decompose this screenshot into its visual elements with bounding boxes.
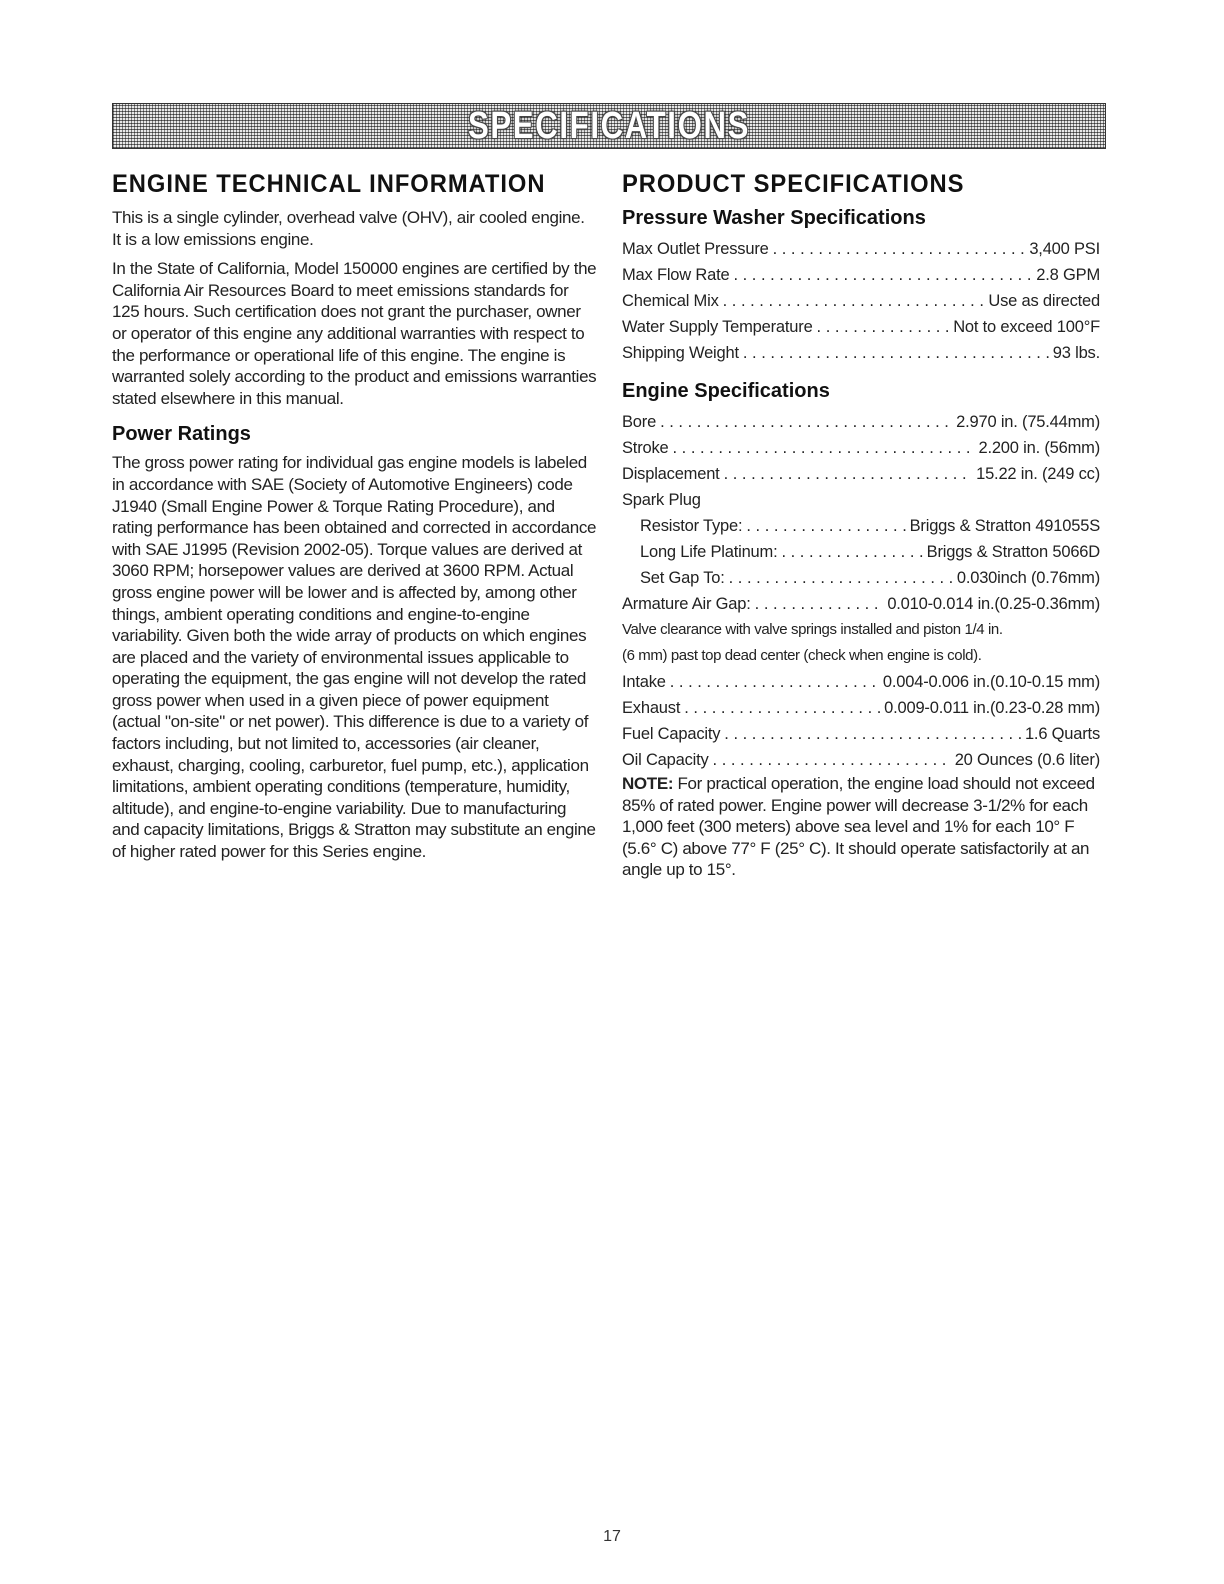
- spec-row-long-life-platinum: [622, 539, 1100, 565]
- page-number: 17: [603, 1528, 621, 1545]
- spec-value: 2.8 GPM: [1036, 266, 1100, 284]
- spec-row-exhaust: [622, 695, 1100, 721]
- spec-row-intake: [622, 669, 1100, 695]
- spec-label: Intake: [622, 673, 666, 691]
- spec-value: Briggs & Stratton 491055S: [909, 517, 1100, 535]
- spec-row-oil-capacity: [622, 747, 1100, 773]
- dot-leader: [743, 340, 1049, 366]
- spec-label: Chemical Mix: [622, 292, 719, 310]
- spec-label: Armature Air Gap:: [622, 595, 751, 613]
- product-specifications-title: PRODUCT SPECIFICATIONS: [622, 170, 965, 198]
- dot-leader: [673, 435, 975, 461]
- spec-value: 0.004-0.006 in.(0.10-0.15 mm): [882, 673, 1100, 691]
- dot-leader: [724, 721, 1021, 747]
- spec-value: 0.009-0.011 in.(0.23-0.28 mm): [884, 699, 1100, 717]
- spec-value: 0.030inch (0.76mm): [956, 569, 1100, 587]
- spec-label: Resistor Type:: [640, 517, 743, 535]
- spark-plug-label: Spark Plug: [622, 491, 701, 509]
- dot-leader: [660, 409, 952, 435]
- dot-leader: [713, 747, 951, 773]
- dot-leader: [670, 669, 879, 695]
- dot-leader: [781, 539, 922, 565]
- power-ratings-title: Power Ratings: [112, 423, 251, 446]
- dot-leader: [755, 591, 884, 617]
- spec-row-set-gap: [622, 565, 1100, 591]
- spec-row-max-outlet-pressure: [622, 236, 1100, 262]
- spec-row-bore: [622, 409, 1100, 435]
- spec-row-stroke: [622, 435, 1100, 461]
- spec-value: Briggs & Stratton 5066D: [926, 543, 1100, 561]
- valve-clearance-line-2: (6 mm) past top dead center (check when engine is cold).: [622, 647, 982, 664]
- engine-technical-info-column: [112, 170, 597, 871]
- spec-value: Not to exceed 100°F: [953, 318, 1100, 336]
- spec-value: 0.010-0.014 in.(0.25-0.36mm): [887, 595, 1100, 613]
- note-text: For practical operation, the engine load should not exceed 85% of rated power. Engine power will decrease 3-1/2% for each 1,000 feet (300 meters) above sea level and 1% for each 10° F (5.6° C) above 77° F (25° C). It should operate satisfactorily at an angle up to 15°.: [622, 774, 1095, 880]
- product-specifications-column: [622, 170, 1100, 889]
- spec-value: 20 Ounces (0.6 liter): [954, 751, 1100, 769]
- dot-leader: [817, 314, 950, 340]
- dot-leader: [724, 461, 973, 487]
- intro-paragraph-1: This is a single cylinder, overhead valve (OHV), air cooled engine. It is a low emissions engine.: [112, 208, 585, 249]
- note-label: NOTE:: [622, 774, 674, 793]
- spec-row-resistor-type: [622, 513, 1100, 539]
- dot-leader: [746, 513, 905, 539]
- spec-row-max-flow-rate: [622, 262, 1100, 288]
- engine-spec-list: [622, 409, 1100, 773]
- spec-label: Displacement: [622, 465, 720, 483]
- spec-label: Max Flow Rate: [622, 266, 730, 284]
- dot-leader: [684, 695, 880, 721]
- spec-row-fuel-capacity: [622, 721, 1100, 747]
- spec-label: Shipping Weight: [622, 344, 739, 362]
- dot-leader: [773, 236, 1026, 262]
- spec-value: Use as directed: [988, 292, 1100, 310]
- note-paragraph: [622, 773, 1100, 881]
- spec-value: 93 lbs.: [1052, 344, 1100, 362]
- dot-leader: [729, 565, 953, 591]
- spec-value: 15.22 in. (249 cc): [976, 465, 1100, 483]
- banner-title: SPECIFICATIONS: [467, 105, 751, 147]
- spec-label: Long Life Platinum:: [640, 543, 778, 561]
- specifications-banner: [112, 103, 1106, 149]
- spec-label: Oil Capacity: [622, 751, 709, 769]
- spec-row-armature-air-gap: [622, 591, 1100, 617]
- spec-row-water-supply-temperature: [622, 314, 1100, 340]
- intro-paragraph-2: In the State of California, Model 150000 engines are certified by the California Air Resources Board to meet emissions standards for 125 hours. Such certification does not grant the purchaser, owner or operator of this engine any additional warranties with respect to the performance or operational life of this engine. The engine is warranted solely according to the product and emissions warranties stated elsewhere in this manual.: [112, 259, 597, 408]
- spec-value: 3,400 PSI: [1029, 240, 1100, 258]
- spec-label: Stroke: [622, 439, 669, 457]
- spec-value: 2.200 in. (56mm): [978, 439, 1100, 457]
- spec-label: Max Outlet Pressure: [622, 240, 769, 258]
- valve-clearance-line-1: Valve clearance with valve springs installed and piston 1/4 in.: [622, 621, 1003, 638]
- spec-row-chemical-mix: [622, 288, 1100, 314]
- pressure-washer-spec-list: [622, 236, 1100, 366]
- engine-technical-info-title: ENGINE TECHNICAL INFORMATION: [112, 170, 546, 198]
- dot-leader: [723, 288, 985, 314]
- spec-row-displacement: [622, 461, 1100, 487]
- spec-label: Water Supply Temperature: [622, 318, 813, 336]
- spec-label: Bore: [622, 413, 657, 431]
- engine-specs-title: Engine Specifications: [622, 380, 830, 402]
- dot-leader: [733, 262, 1032, 288]
- spec-row-shipping-weight: [622, 340, 1100, 366]
- spec-label: Fuel Capacity: [622, 725, 721, 743]
- spec-label: Exhaust: [622, 699, 681, 717]
- spec-label: Set Gap To:: [640, 569, 725, 587]
- pressure-washer-specs-title: Pressure Washer Specifications: [622, 207, 926, 229]
- power-ratings-text: The gross power rating for individual gas engine models is labeled in accordance with SAE (Society of Automotive Engineers) code J1940 (Small Engine Power & Torque Rating Procedure), and rating performance has been obtained and corrected in accordance with SAE J1995 (Revision 2002-05). Torque values are derived at 3060 RPM; horsepower values are derived at 3600 RPM. Actual gross engine power will be lower and is affected by, among other things, ambient operating conditions and engine-to-engine variability. Given both the wide array of products on which engines are placed and the variety of environmental issues applicable to operating the equipment, the gas engine will not develop the rated gross power when used in a given piece of power equipment (actual "on-site" or net power). This difference is due to a variety of factors including, but not limited to, accessories (air cleaner, exhaust, charging, cooling, carburetor, fuel pump, etc.), application limitations, ambient operating conditions (temperature, humidity, altitude), and engine-to-engine variability. Due to manufacturing and capacity limitations, Briggs & Stratton may substitute an engine of higher rated power for this Series engine.: [112, 453, 597, 862]
- spec-value: 1.6 Quarts: [1024, 725, 1100, 743]
- spec-value: 2.970 in. (75.44mm): [956, 413, 1100, 431]
